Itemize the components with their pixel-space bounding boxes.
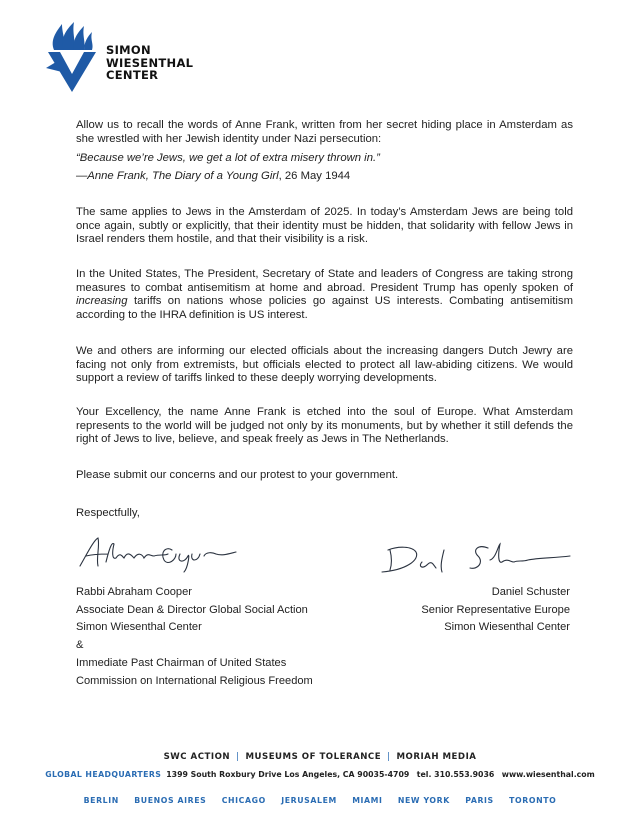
- footer-city: NEW YORK: [397, 796, 450, 805]
- footer-division-3: MORIAH MEDIA: [396, 752, 477, 762]
- footer-website[interactable]: www.wiesenthal.com: [501, 770, 595, 779]
- footer-city: MIAMI: [352, 796, 383, 805]
- logo: [42, 22, 212, 94]
- paragraph-3-start: In the United States, The President, Secretary of State and leaders of Congress are taking strong measures to combat antisemitism at home and abroad. President Trump has openly spoken of: [76, 268, 573, 294]
- footer-city: BERLIN: [83, 796, 119, 805]
- quote-attribution: [76, 170, 573, 184]
- footer-separator-1: |: [236, 752, 240, 762]
- flame-star-logo-icon: [42, 22, 104, 94]
- paragraph-1: Allow us to recall the words of Anne Frank, written from her secret hiding place in Amsterdam as she wrestled with her Jewish identity under Nazi persecution:: [76, 119, 573, 145]
- signatory-left-org: Simon Wiesenthal Center: [76, 621, 202, 634]
- signatory-left-name: Rabbi Abraham Cooper: [76, 586, 192, 598]
- closing: Respectfully,: [76, 507, 140, 519]
- signature-cooper-icon: [76, 532, 246, 576]
- attribution-date: , 26 May 1944: [278, 170, 351, 182]
- footer-city: CHICAGO: [221, 796, 266, 805]
- logo-line-3: CENTER: [106, 68, 159, 82]
- paragraph-3-emphasis: increasing: [76, 295, 128, 308]
- signatory-left-extra-2: Commission on International Religious Freedom: [76, 674, 313, 687]
- paragraph-3: [76, 268, 573, 322]
- footer-hq-label: GLOBAL HEADQUARTERS: [45, 770, 162, 779]
- signature-schuster-icon: [378, 540, 574, 576]
- footer-address: 1399 South Roxbury Drive Los Angeles, CA 90035-4709: [166, 770, 410, 779]
- signatory-right-title: Senior Representative Europe: [421, 603, 570, 616]
- footer-contact: [0, 770, 640, 779]
- footer-separator-2: |: [387, 752, 391, 762]
- signatory-right-name: Daniel Schuster: [491, 586, 570, 598]
- attribution-source: —Anne Frank, The Diary of a Young Girl: [76, 170, 279, 182]
- footer-divisions: [0, 752, 640, 762]
- footer-division-1: SWC ACTION: [163, 752, 231, 762]
- footer-city: PARIS: [465, 796, 494, 805]
- signatory-left-title: Associate Dean & Director Global Social Action: [76, 603, 308, 616]
- paragraph-5: Your Excellency, the name Anne Frank is etched into the soul of Europe. What Amsterdam represents to the world will be judged not only by its monuments, but by whether it still defends the right of Jews to live, believe, and speak freely as Jews in The Netherlands.: [76, 406, 573, 446]
- signatory-left: [76, 584, 313, 690]
- logo-line-2: WIESENTHAL: [106, 55, 194, 70]
- footer-city: JERUSALEM: [281, 796, 337, 805]
- signatory-right: [370, 584, 570, 637]
- paragraph-2: The same applies to Jews in the Amsterdam of 2025. In today’s Amsterdam Jews are being told once again, subtly or explicitly, that their identity must be hidden, that solidarity with fellow Jews in Israel renders them hostile, and that their visibility is a risk.: [76, 206, 573, 246]
- footer-tel: tel. 310.553.9036: [416, 770, 495, 779]
- paragraph-3-end: tariffs on nations whose policies go against US interests. Combating antisemitism according to the IHRA definition is US interest.: [76, 295, 573, 321]
- footer-city: BUENOS AIRES: [134, 796, 207, 805]
- footer-division-2: MUSEUMS OF TOLERANCE: [245, 752, 382, 762]
- signatory-left-ampersand: &: [76, 639, 84, 652]
- logo-line-1: SIMON: [106, 43, 151, 57]
- footer-city: TORONTO: [509, 796, 557, 805]
- footer-cities: [0, 796, 640, 805]
- paragraph-4: We and others are informing our elected officials about the increasing dangers Dutch Jewry are facing not only from extremists, but officials elected to protect all law-abiding citizens. We would support a review of tariffs linked to these deeply worrying developments.: [76, 345, 573, 385]
- paragraph-6: Please submit our concerns and our protest to your government.: [76, 469, 399, 481]
- logo-wordmark: [106, 44, 193, 82]
- signatory-left-extra-1: Immediate Past Chairman of United States: [76, 656, 287, 669]
- signatory-right-org: Simon Wiesenthal Center: [444, 621, 570, 634]
- anne-frank-quote: “Because we’re Jews, we get a lot of extra misery thrown in.”: [76, 152, 380, 164]
